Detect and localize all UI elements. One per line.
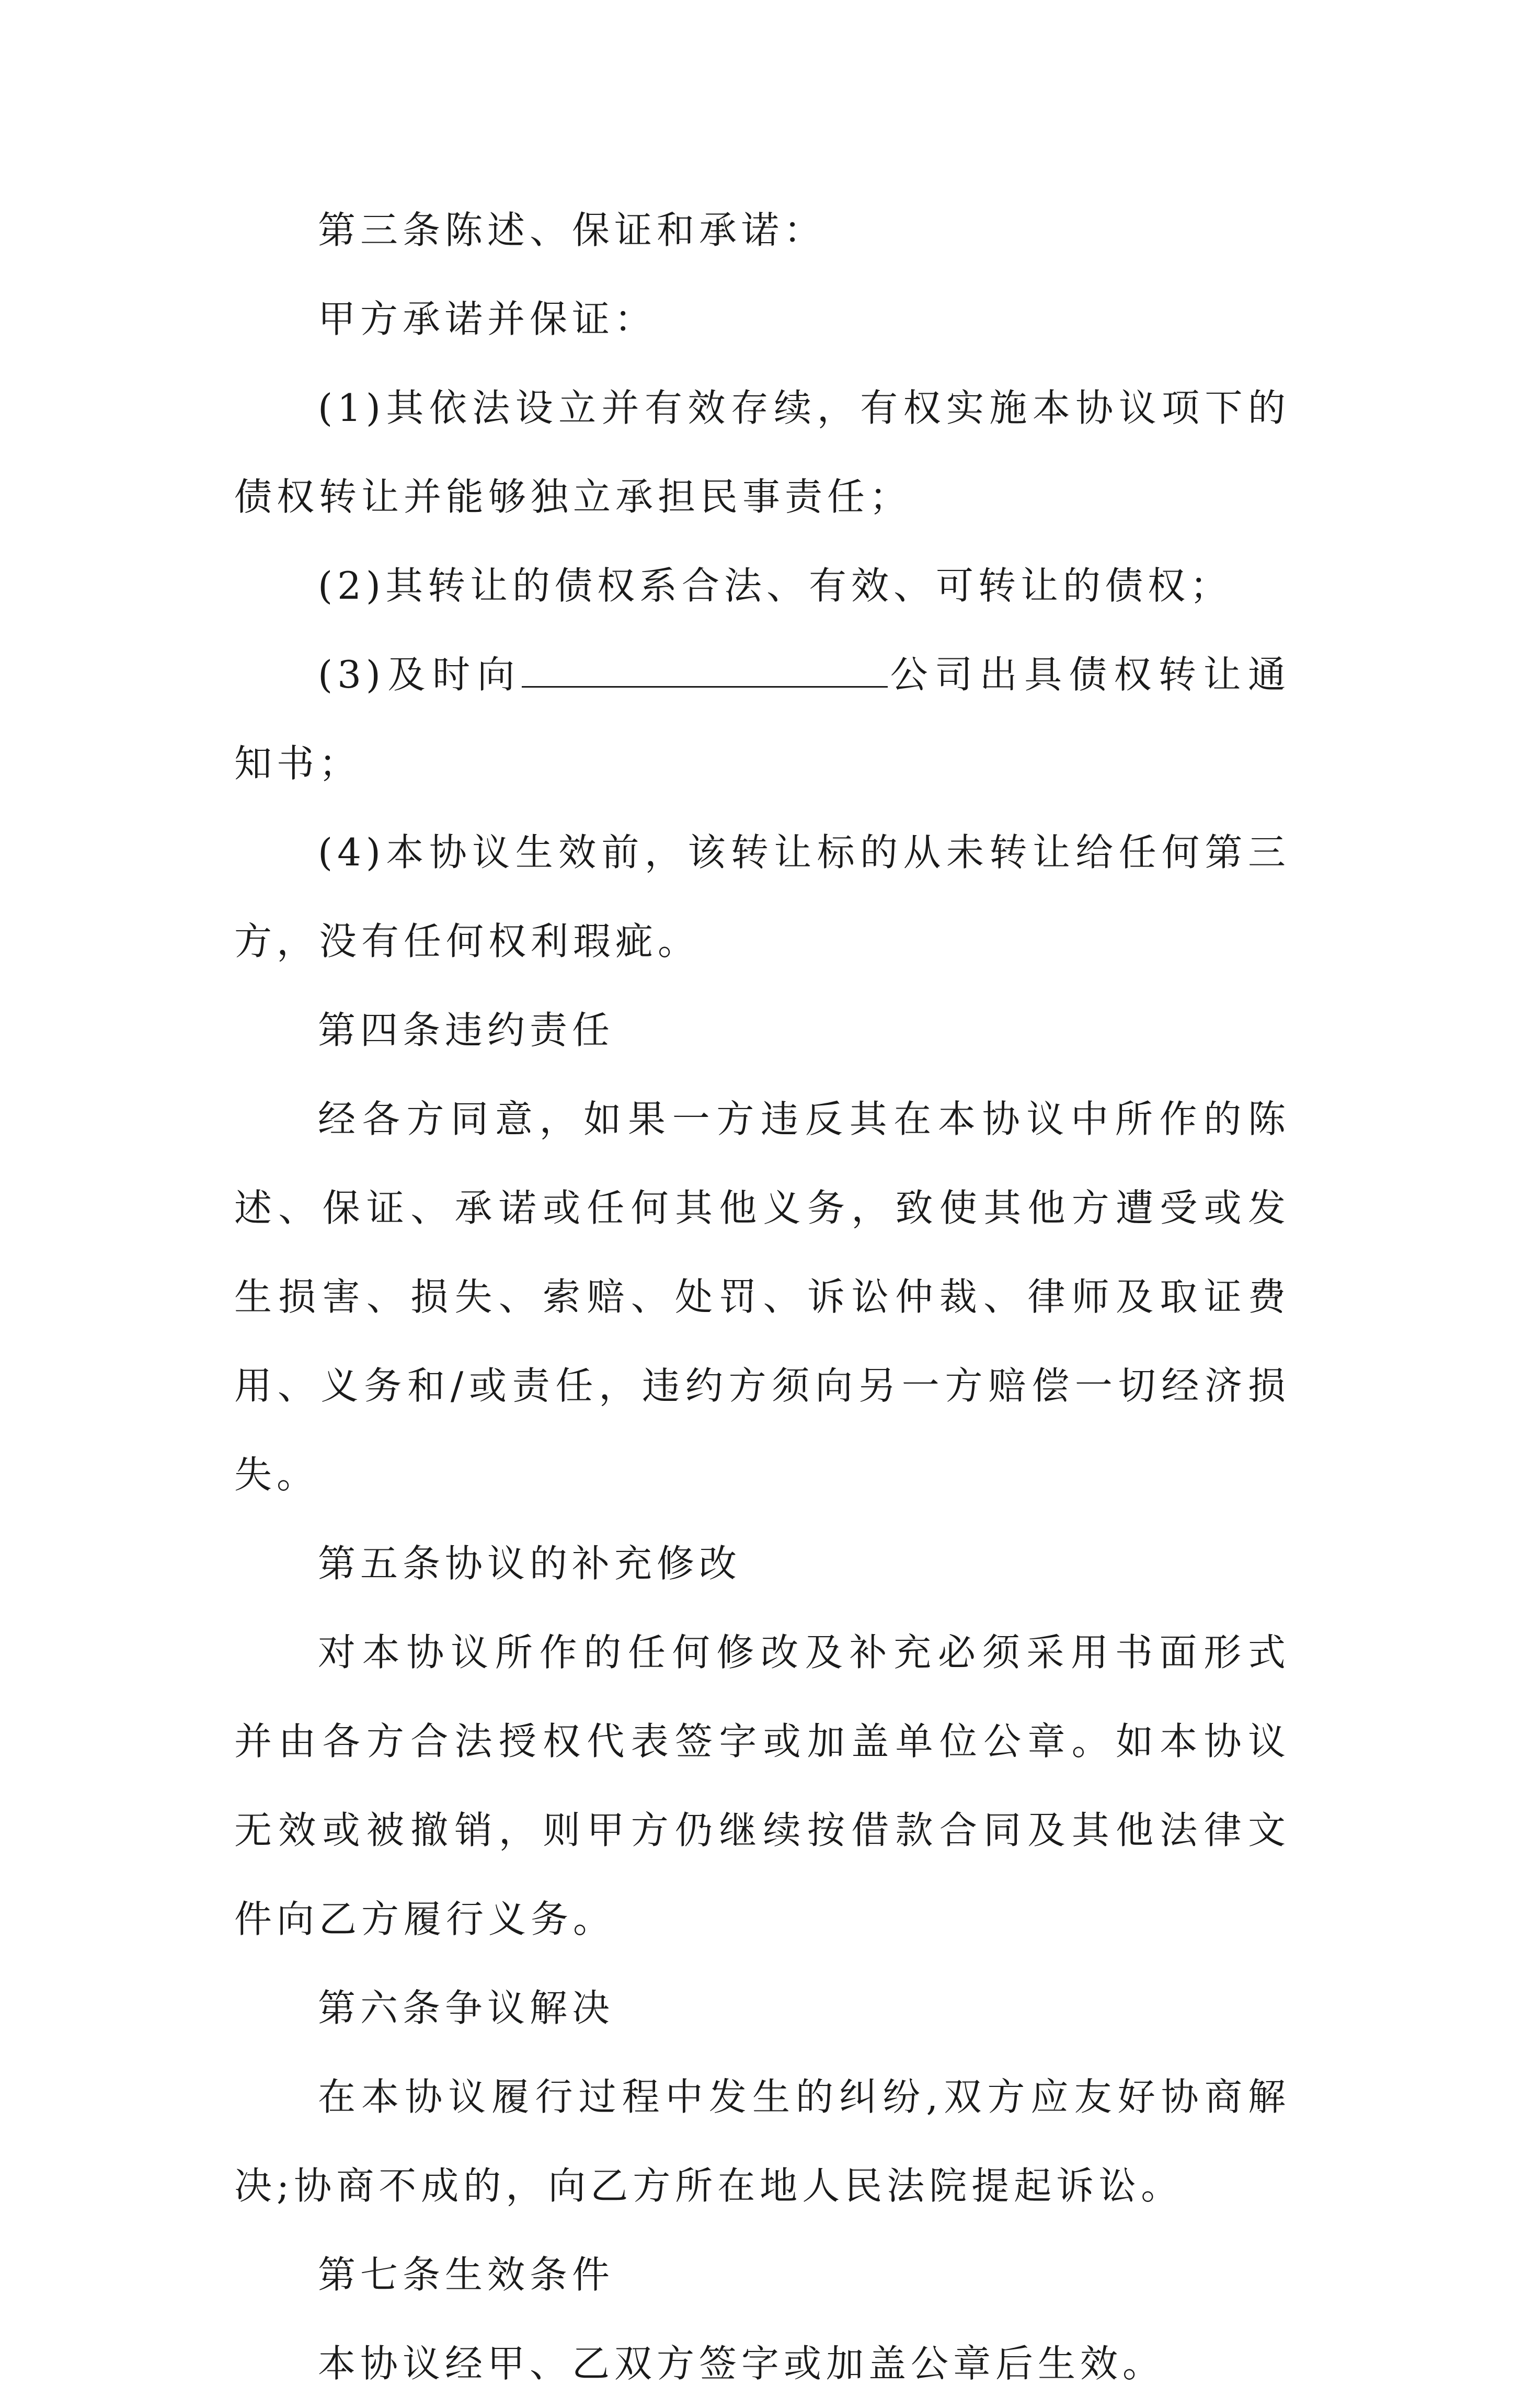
article-4-body: 经各方同意，如果一方违反其在本协议中所作的陈述、保证、承诺或任何其他义务，致使其他方遭受或发生损害、损失、索赔、处罚、诉讼仲裁、律师及取证费用、义务和/或责任，违约方须向另一方赔偿一切经济损失。 [234,1097,1290,1497]
promise-item-2: (2)其转让的债权系合法、有效、可转让的债权； [318,564,1232,608]
party-a-promise-heading: 甲方承诺并保证： [318,297,657,341]
article-7-heading: 第七条生效条件 [318,2253,615,2297]
article-5-body: 对本协议所作的任何修改及补充必须采用书面形式并由各方合法授权代表签字或加盖单位公章。如本协议无效或被撤销，则甲方仍继续按借款合同及其他法律文件向乙方履行义务。 [234,1630,1290,1941]
article-4-heading: 第四条违约责任 [318,1008,615,1052]
article-6-heading: 第六条争议解决 [318,1986,615,2030]
article-7-body: 本协议经甲、乙双方签字或加盖公章后生效。 [318,2342,1165,2386]
article-5-heading: 第五条协议的补充修改 [318,1542,742,1585]
promise-item-3 [234,630,1290,808]
article-3-heading: 第三条陈述、保证和承诺： [318,208,827,252]
company-name-blank [522,655,888,688]
article-6-body: 在本协议履行过程中发生的纠纷,双方应友好协商解决;协商不成的，向乙方所在地人民法院提起诉讼。 [234,2075,1290,2208]
promise-item-1: (1)其依法设立并有效存续，有权实施本协议项下的债权转让并能够独立承担民事责任； [234,386,1290,519]
document-body [234,186,1290,2408]
promise-item-4: (4)本协议生效前，该转让标的从未转让给任何第三方，没有任何权利瑕疵。 [234,830,1290,963]
promise-item-3-prefix: (3)及时向 [318,653,522,697]
promise-item-3-suffix: 公司出具债权转让通知书； [234,653,1290,785]
